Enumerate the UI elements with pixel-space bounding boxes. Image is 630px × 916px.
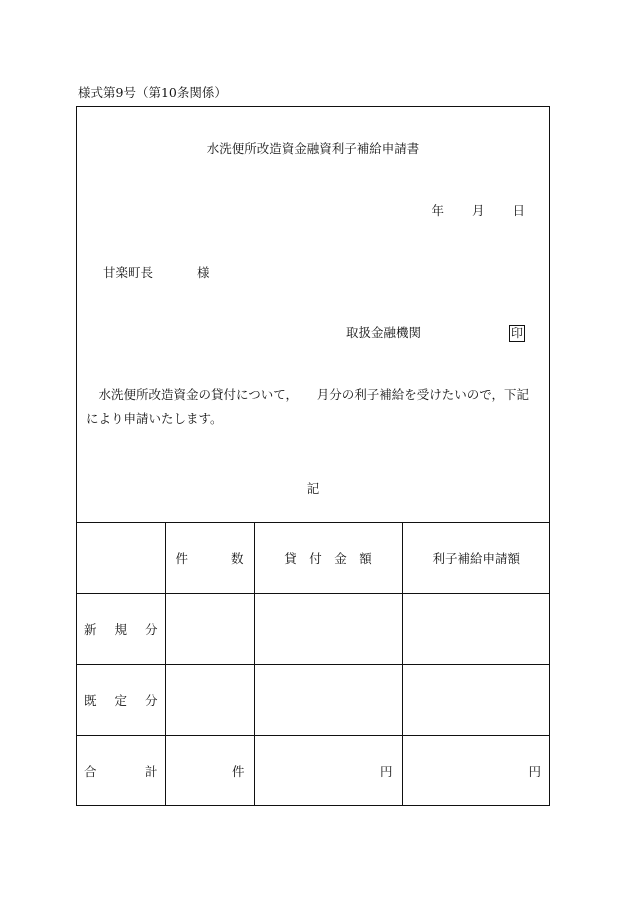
seal-mark: 印 (511, 326, 524, 340)
institution-label: 取扱金融機関 (346, 325, 422, 340)
table-header-cell: 件 数 (165, 523, 254, 594)
date-day-label: 日 (512, 203, 525, 218)
row-label: 既 定 分 (76, 665, 165, 736)
form-number: 様式第9号（第10条関係） (78, 85, 227, 100)
table-cell[interactable] (254, 594, 402, 665)
table-cell[interactable]: 件 (165, 736, 254, 806)
record-mark: 記 (306, 481, 320, 496)
institution-row (346, 323, 525, 342)
table-cell[interactable] (402, 594, 550, 665)
table-cell[interactable] (165, 665, 254, 736)
addressee-row (103, 263, 210, 281)
table-cell[interactable] (165, 594, 254, 665)
date-month-label: 月 (471, 203, 485, 218)
row-label: 合 計 (76, 736, 165, 806)
addressee-suffix: 様 (197, 265, 210, 280)
table-cell[interactable]: 円 (402, 736, 550, 806)
table-header-cell (76, 523, 165, 594)
body-text: 水洗便所改造資金の貸付について， 月分の利子補給を受けたいので，下記により申請いたします。 (86, 387, 530, 426)
table-cell[interactable] (254, 665, 402, 736)
table-header-cell: 貸 付 金 額 (254, 523, 402, 594)
table-cell[interactable] (402, 665, 550, 736)
addressee-name: 甘楽町長 (103, 265, 154, 280)
row-label: 新 規 分 (76, 594, 165, 665)
detail-table (76, 522, 550, 805)
application-form-frame (76, 106, 550, 806)
date-row (431, 201, 525, 219)
table-header-cell: 利子補給申請額 (402, 523, 550, 594)
table-row (76, 736, 550, 806)
form-title: 水洗便所改造資金融資利子補給申請書 (206, 141, 420, 156)
table-header-row (76, 523, 550, 594)
table-row (76, 665, 550, 736)
table-row (76, 594, 550, 665)
table-cell[interactable]: 円 (254, 736, 402, 806)
date-year-label: 年 (431, 203, 444, 218)
